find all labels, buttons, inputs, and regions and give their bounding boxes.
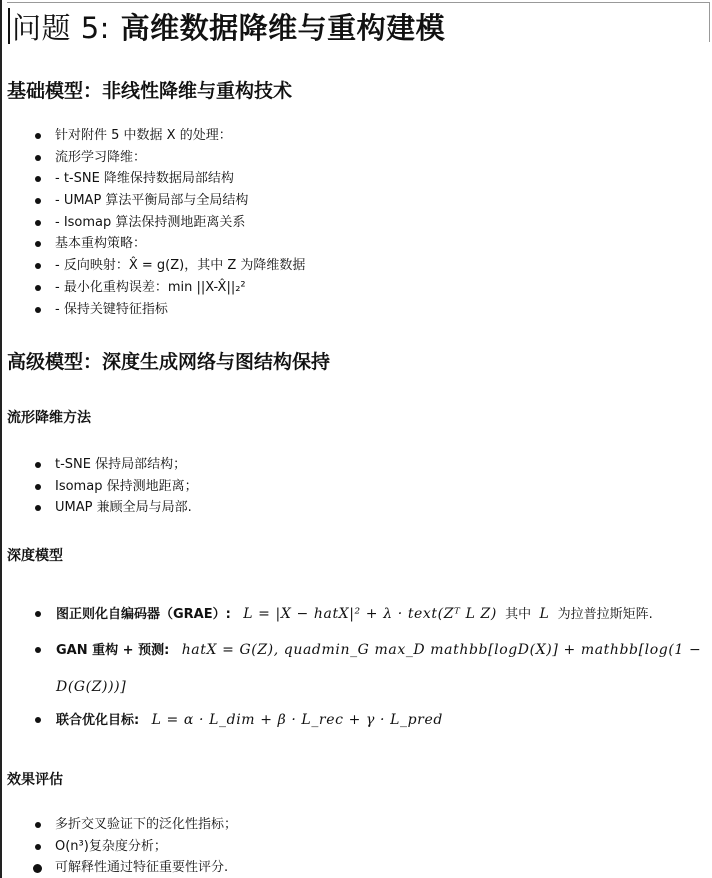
joint-objective-formula: L = α · L_dim + β · L_rec + γ · L_pred <box>151 712 443 728</box>
list-item: - 最小化重构误差：min ||X-X̂||₂² <box>32 277 305 299</box>
list-item: - t-SNE 降维保持数据局部结构 <box>32 168 305 190</box>
manifold-heading: 流形降维方法 <box>7 410 91 426</box>
left-margin-rule <box>0 0 2 878</box>
list-item <box>32 602 708 636</box>
laplacian-symbol: L <box>539 606 550 622</box>
list-item: O(n³)复杂度分析； <box>32 836 237 858</box>
list-item: - Isomap 算法保持测地距离关系 <box>32 212 305 234</box>
grae-label: 图正则化自编码器（GRAE）: <box>56 607 231 622</box>
list-item <box>32 708 708 738</box>
text-cursor <box>8 8 10 44</box>
grae-suffix-b: 为拉普拉斯矩阵. <box>557 607 653 622</box>
list-item: 多折交叉验证下的泛化性指标； <box>32 814 237 836</box>
evaluation-heading: 效果评估 <box>7 772 63 788</box>
list-item: 基本重构策略： <box>32 233 305 255</box>
list-item: 可解释性通过特征重要性评分. <box>32 857 237 878</box>
gan-formula: hatX = G(Z), quadmin_G max_D mathbb[logD(X)] + mathbb[log(1 − <box>181 642 702 658</box>
basic-model-list <box>32 125 305 320</box>
grae-formula: L = |X − hatX|² + λ · text(Zᵀ L Z) <box>243 606 497 622</box>
list-item: t-SNE 保持局部结构； <box>32 454 198 476</box>
deep-model-list <box>32 602 708 738</box>
advanced-model-heading: 高级模型：深度生成网络与图结构保持 <box>7 351 331 373</box>
list-item: UMAP 兼顾全局与局部. <box>32 497 198 519</box>
joint-objective-label: 联合优化目标: <box>56 713 140 728</box>
list-item: 流形学习降维： <box>32 147 305 169</box>
gan-label: GAN 重构 + 预测: <box>56 643 170 658</box>
grae-suffix-a: 其中 <box>505 607 532 622</box>
basic-model-heading: 基础模型：非线性降维与重构技术 <box>7 80 293 102</box>
list-item: - UMAP 算法平衡局部与全局结构 <box>32 190 305 212</box>
gan-formula-continuation: D(G(Z)))] <box>56 679 127 695</box>
title-text: 高维数据降维与重构建模 <box>120 11 446 45</box>
list-item: 针对附件 5 中数据 X 的处理： <box>32 125 305 147</box>
title-prefix: 问题 5: <box>12 11 110 45</box>
page-title <box>12 6 445 47</box>
list-item: - 反向映射：X̂ = g(Z)，其中 Z 为降维数据 <box>32 255 305 277</box>
evaluation-list <box>32 814 237 878</box>
list-item: Isomap 保持测地距离； <box>32 476 198 498</box>
manifold-list <box>32 454 198 519</box>
deep-model-heading: 深度模型 <box>7 548 63 564</box>
list-item <box>32 638 708 708</box>
list-item: - 保持关键特征指标 <box>32 299 305 321</box>
